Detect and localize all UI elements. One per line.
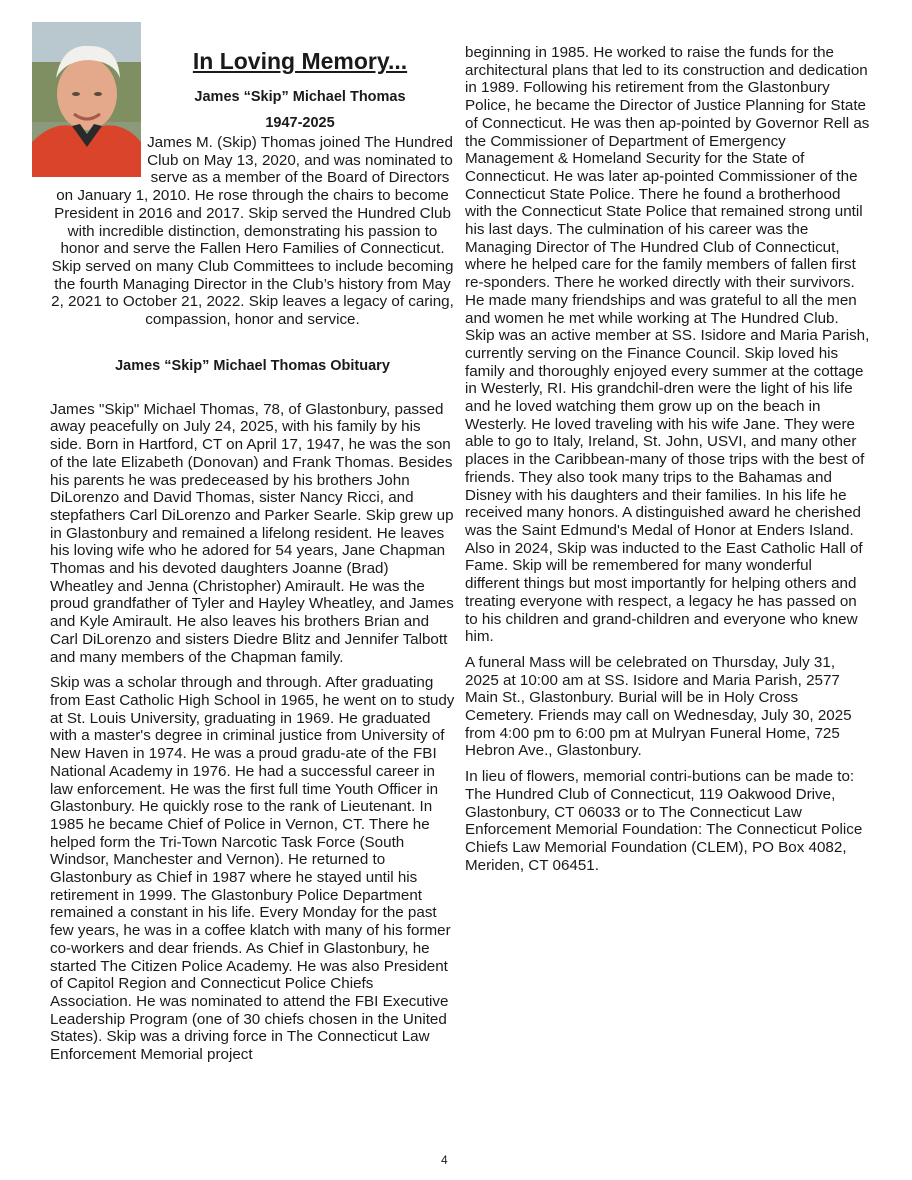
obituary-paragraph-1: James "Skip" Michael Thomas, 78, of Glastonbury, passed away peacefully on July 24, 2025, with his family by his side. Born in Hartford, CT on April 17, 1947, he was the son of the late Elizabeth (Donovan) and Frank Thomas. Besides his parents he was predeceased by his brothers John DiLorenzo and David Thomas, sister Nancy Ricci, and stepfathers Carl DiLorenzo and Parker Searle. Skip grew up in Glastonbury and remained a lifelong resident. He leaves his loving wife who he adored for 54 years, Jane Chapman Thomas and his devoted daughters Joanne (Brad) Wheatley and Jenna (Christopher) Amirault. He was the proud grandfather of Tyler and Hayley Wheatley, and James and Kyle Amirault. He also leaves his brothers Brian and Carl DiLorenzo and sisters Diedre Blitz and Jennifer Talbott and many members of the Chapman family. — [50, 400, 454, 666]
memorial-text: James M. (Skip) Thomas joined The Hundred Club on May 13, 2020, and was nominated to serve as a member of the Board of Directors on January 1, 2010. He rose through the chairs to become President in 2016 and 2017. Skip served the Hundred Club with incredible distinction, demonstrating his passion to honor and serve the Fallen Hero Families of Connecticut. Skip served on many Club Committees to include becoming the fourth Managing Director in the Club’s history from May 2, 2021 to October 21, 2022. Skip leaves a legacy of caring, compassion, honor and service. — [51, 134, 454, 329]
memorial-heading — [150, 48, 450, 132]
page-title: In Loving Memory... — [192, 48, 408, 74]
page-number: 4 — [441, 1153, 448, 1167]
memorial-paragraph — [50, 134, 455, 329]
left-column — [50, 48, 455, 1072]
right-column — [465, 44, 870, 882]
obituary-paragraph-2: Skip was a scholar through and through. After graduating from East Catholic High School in 1965, he went on to study at St. Louis University, graduating in 1969. He graduated with a master's degree in criminal justice from University of New Haven in 1974. He was a proud gradu-ate of the FBI National Academy in 1976. He had a successful career in law enforcement. He was the first full time Youth Officer in Glastonbury. He quickly rose to the rank of Lieutenant. In 1985 he became Chief of Police in Vernon, CT. There he helped form the Tri-Town Narcotic Task Force (South Windsor, Manchester and Vernon). He returned to Glastonbury as Chief in 1987 where he stayed until his retirement in 1999. The Glastonbury Police Department remained a constant in his life. Every Monday for the past few years, he was in a coffee klatch with many of his former co-workers and dear friends. As Chief in Glastonbury, he started The Citizen Police Academy. He was also President of Capitol Region and Connecticut Police Chiefs Association. He was nominated to attend the FBI Executive Leadership Program (one of 30 chiefs chosen in the United States). Skip was a driving force in The Connecticut Law Enforcement Memorial project — [50, 674, 455, 1064]
life-years: 1947-2025 — [265, 115, 335, 131]
funeral-details-paragraph: A funeral Mass will be celebrated on Thursday, July 31, 2025 at 10:00 am at SS. Isidore and Maria Parish, 2577 Main St., Glastonbury. Burial will be in Holy Cross Cemetery. Friends may call on Wednesday, July 30, 2025 from 4:00 pm to 6:00 pm at Mulryan Funeral Home, 725 Hebron Ave., Glastonbury. — [465, 653, 852, 760]
photo-wrap-spacer — [50, 134, 145, 187]
donations-paragraph: In lieu of flowers, memorial contri-butions can be made to: The Hundred Club of Connecticut, 119 Oakwood Drive, Glastonbury, CT 06033 or to The Connecticut Law Enforcement Memorial Foundation: The Connecticut Police Chiefs Law Memorial Foundation (CLEM), PO Box 4082, Meriden, CT 06451. — [465, 768, 863, 874]
obituary-paragraph-2-continued: beginning in 1985. He worked to raise the funds for the architectural plans that led to its construction and dedication in 1989. Following his retirement from the Glastonbury Police, he became the Director of Justice Planning for State of Connecticut. He was then ap-pointed by Governor Rell as the Commissioner of Department of Emergency Management & Homeland Security for the State of Connecticut. He was later ap-pointed Commissioner of the Connecticut State Police. There he found a brotherhood with the Connecticut State Police that remained strong until his last days. The culmination of his career was the Managing Director of The Hundred Club of Connecticut, where he helped care for the family members of fallen first re-sponders. There he worked directly with their survivors. He made many friendships and was grateful to all the men and women he met while working at The Hundred Club. Skip was an active member at SS. Isidore and Maria Parish, currently serving on the Finance Council. Skip loved his family and thoroughly enjoyed every summer at the cottage in Westerly, RI. His grandchil-dren were the light of his life and he loved watching them grow up on the beach in Westerly. He loved traveling with his wife Jane. They were able to go to Italy, Ireland, St. John, USVI, and many other places in the Caribbean-many of those trips with the best of friends. They also took many trips to the Bahamas and Disney with his daughters and their families. In his life he received many honors. A distinguished award he cherished was the Saint Edmund's Medal of Honor at Enders Island. Also in 2024, Skip was inducted to the East Catholic Hall of Fame. Skip will be remembered for many wonderful different things but most importantly for helping others and treating everyone with respect, a legacy he has passed on to his children and grand-children and everyone who knew him. — [465, 44, 870, 646]
obituary-heading: James “Skip” Michael Thomas Obituary — [115, 357, 390, 374]
deceased-name: James “Skip” Michael Thomas — [194, 89, 406, 105]
